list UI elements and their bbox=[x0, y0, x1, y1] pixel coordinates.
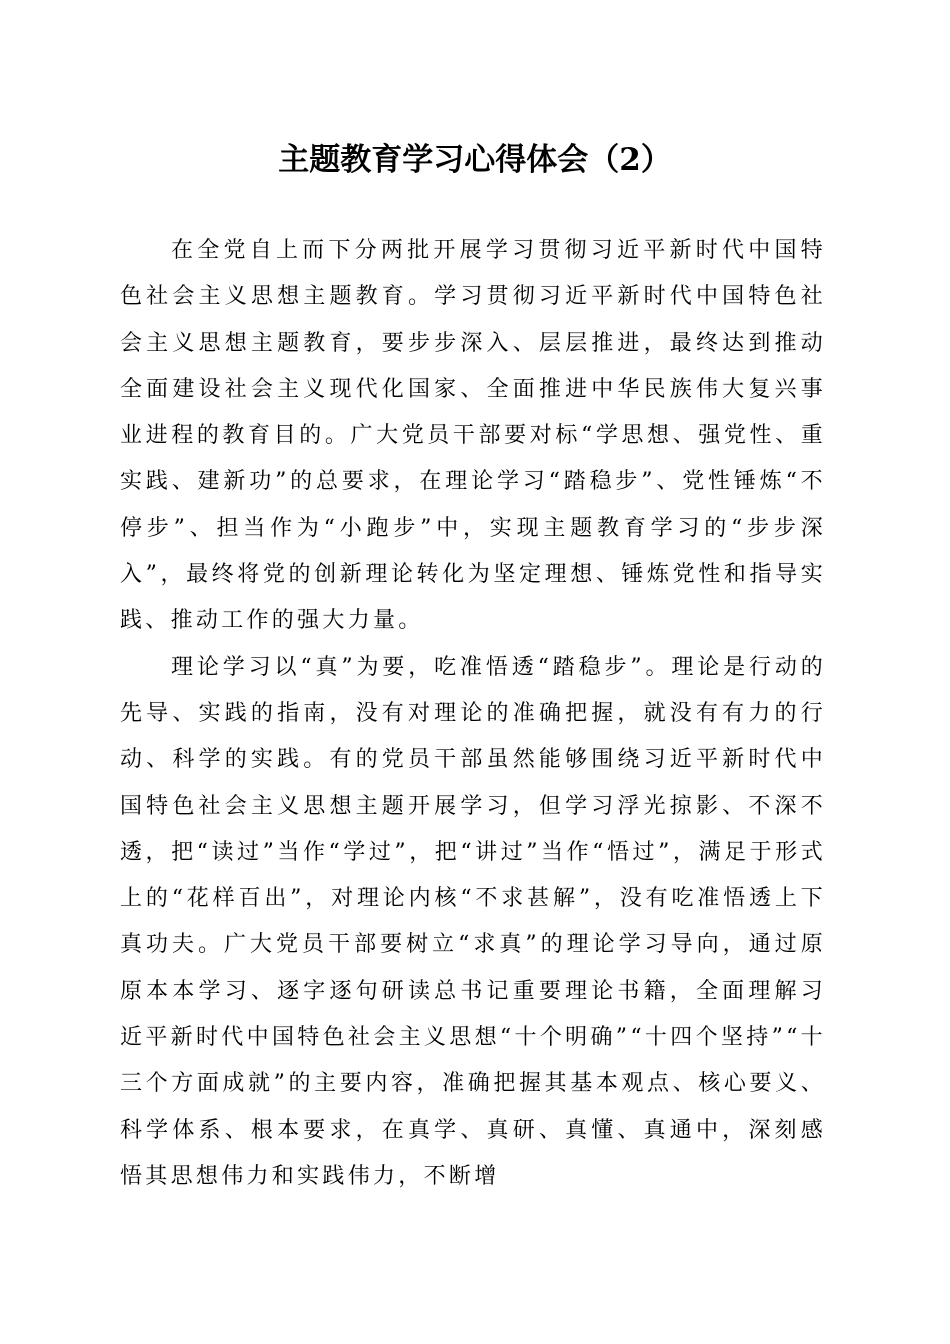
document-body bbox=[120, 228, 826, 1200]
paragraph-intro: 在全党自上而下分两批开展学习贯彻习近平新时代中国特色社会主义思想主题教育。学习贯彻习近平新时代中国特色社会主义思想主题教育，要步步深入、层层推进，最终达到推动全面建设社会主义现代化国家、全面推进中华民族伟大复兴事业进程的教育目的。广大党员干部要对标“学思想、强党性、重实践、建新功”的总要求，在理论学习“踏稳步”、党性锤炼“不停步”、担当作为“小跑步”中，实现主题教育学习的“步步深入”，最终将党的创新理论转化为坚定理想、锤炼党性和指导实践、推动工作的强大力量。 bbox=[120, 238, 826, 634]
document-title: 主题教育学习心得体会（2） bbox=[278, 142, 672, 178]
paragraph-theory-study: 理论学习以“真”为要，吃准悟透“踏稳步”。理论是行动的先导、实践的指南，没有对理论的准确把握，就没有有力的行动、科学的实践。有的党员干部虽然能够围绕习近平新时代中国特色社会主义思想主题开展学习，但学习浮光掠影、不深不透，把“读过”当作“学过”，把“讲过”当作“悟过”，满足于形式上的“花样百出”，对理论内核“不求甚解”，没有吃准悟透上下真功夫。广大党员干部要树立“求真”的理论学习导向，通过原原本本学习、逐字逐句研读总书记重要理论书籍，全面理解习近平新时代中国特色社会主义思想“十个明确”“十四个坚持”“十三个方面成就”的主要内容，准确把握其基本观点、核心要义、科学体系、根本要求，在真学、真研、真懂、真通中，深刻感悟其思想伟力和实践伟力，不断增 bbox=[120, 654, 826, 1189]
